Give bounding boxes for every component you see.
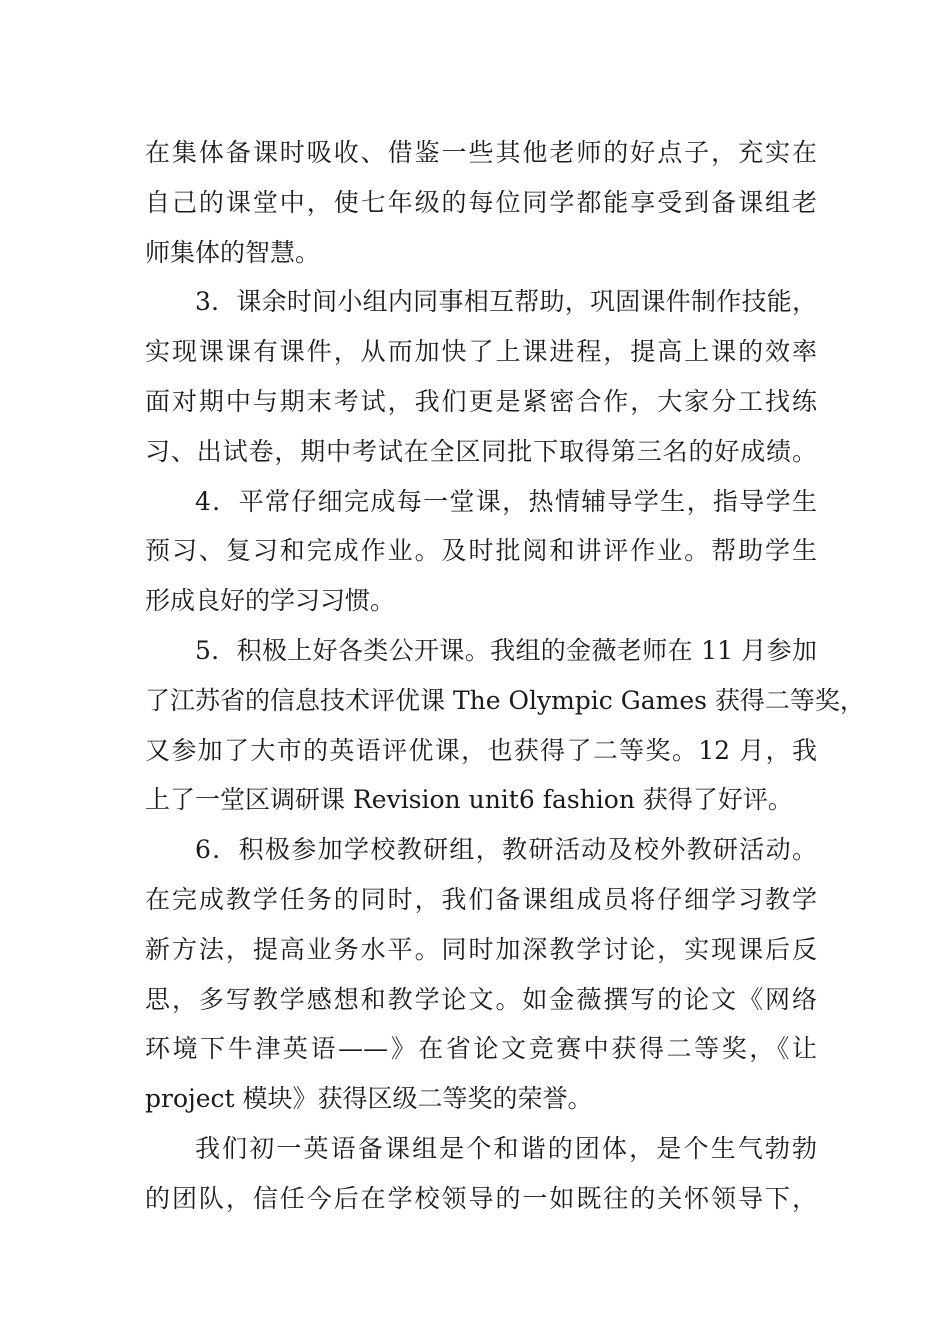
text-line: 在集体备课时吸收、借鉴一些其他老师的好点子，充实在 — [145, 138, 817, 167]
body-text — [145, 128, 865, 1224]
text-line: 3．课余时间小组内同事相互帮助，巩固课件制作技能， — [195, 287, 817, 317]
text-line: 又参加了大市的英语评优课，也获得了二等奖。12 月，我 — [145, 735, 817, 765]
text-line: 的团队，信任今后在学校领导的一如既往的关怀领导下， — [145, 1183, 817, 1213]
text-line: 环境下牛津英语——》在省论文竞赛中获得二等奖，《让 — [145, 1034, 817, 1064]
text-line: 形成良好的学习习惯。 — [145, 586, 396, 616]
text-line: 习、出试卷，期中考试在全区同批下取得第三名的好成绩。 — [145, 436, 817, 466]
text-line: 预习、复习和完成作业。及时批阅和讲评作业。帮助学生 — [145, 536, 817, 566]
text-line: 自己的课堂中，使七年级的每位同学都能享受到备课组老 — [145, 187, 817, 217]
text-line: 在完成教学任务的同时，我们备课组成员将仔细学习教学 — [145, 884, 817, 914]
text-line: 新方法，提高业务水平。同时加深教学讨论，实现课后反 — [145, 934, 817, 964]
text-line: 思，多写教学感想和教学论文。如金薇撰写的论文《网络 — [145, 984, 817, 1014]
text-line: project 模块》获得区级二等奖的荣誉。 — [145, 1084, 593, 1114]
text-line: 了江苏省的信息技术评优课 The Olympic Games 获得二等奖， — [145, 685, 865, 715]
text-line: 实现课课有课件，从而加快了上课进程，提高上课的效率 — [145, 337, 817, 367]
text-line: 5．积极上好各类公开课。我组的金薇老师在 11 月参加 — [195, 635, 817, 665]
text-line: 4．平常仔细完成每一堂课，热情辅导学生，指导学生 — [195, 486, 817, 516]
text-line: 师集体的智慧。 — [145, 237, 321, 267]
text-line: 6．积极参加学校教研组，教研活动及校外教研活动。 — [195, 835, 817, 865]
text-line: 上了一堂区调研课 Revision unit6 fashion 获得了好评。 — [145, 785, 793, 815]
text-line: 面对期中与期末考试，我们更是紧密合作，大家分工找练 — [145, 386, 817, 416]
text-line: 我们初一英语备课组是个和谐的团体，是个生气勃勃 — [195, 1133, 817, 1163]
